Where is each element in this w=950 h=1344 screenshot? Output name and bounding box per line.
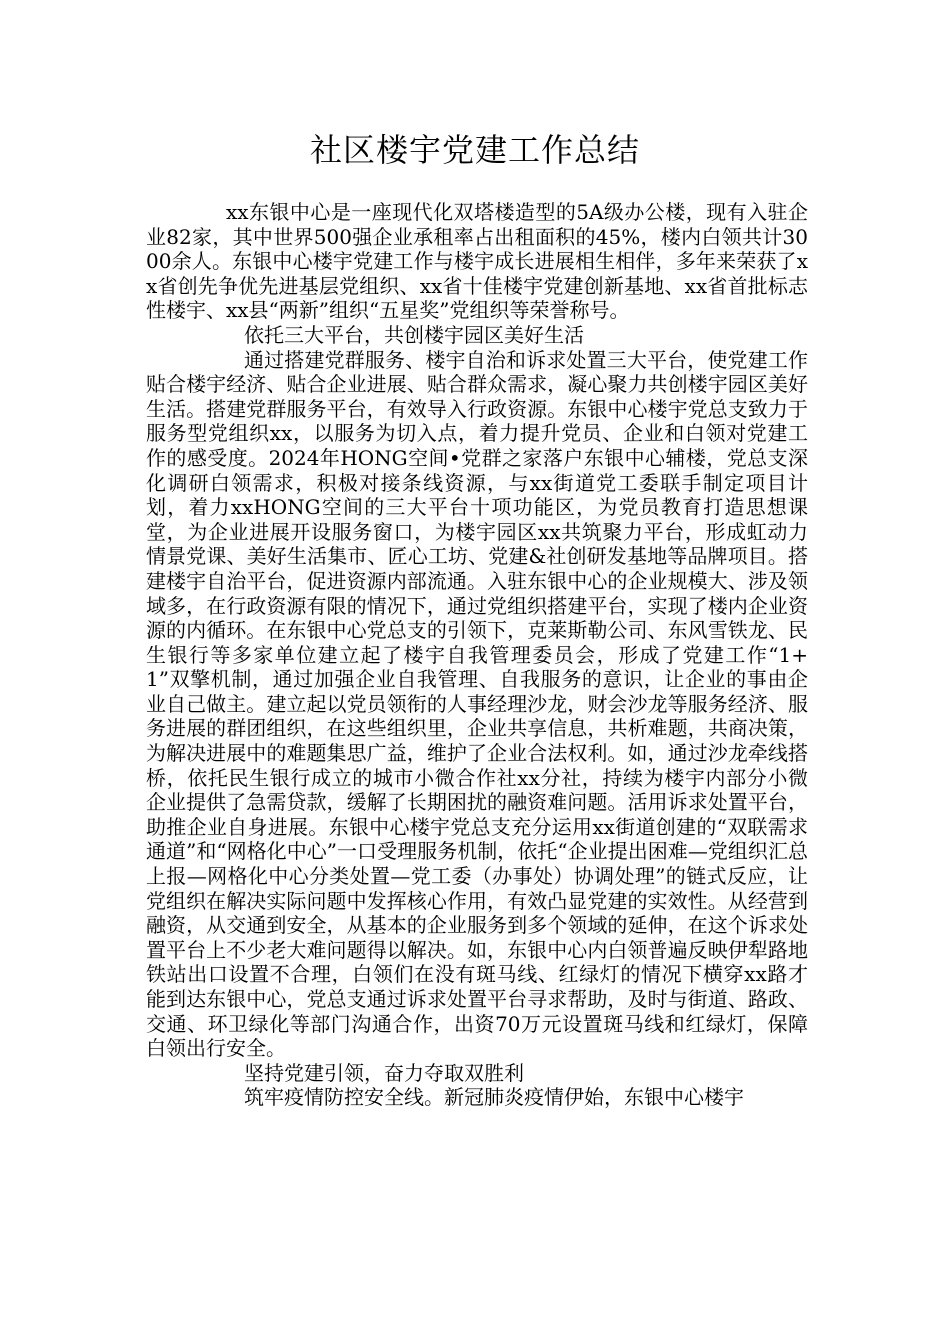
document-body <box>146 200 808 1110</box>
section-heading-party-leadership: 坚持党建引领，奋力夺取双胜利 <box>244 1060 524 1085</box>
epidemic-paragraph: 筑牢疫情防控安全线。新冠肺炎疫情伊始，东银中心楼宇 <box>244 1085 744 1110</box>
intro-paragraph: xx东银中心是一座现代化双塔楼造型的5A级办公楼，现有入驻企业82家，其中世界500强企业承租率占出租面积的45%，楼内白领共计3000余人。东银中心楼宇党建工作与楼宇成长进展相生相伴，多年来荣获了xx省创先争优先进基层党组织、xx省十佳楼宇党建创新基地、xx省首批标志性楼宇、xx县“两新”组织“五星奖”党组织等荣誉称号。 <box>146 200 808 323</box>
platforms-paragraph: 通过搭建党群服务、楼宇自治和诉求处置三大平台，使党建工作贴合楼宇经济、贴合企业进展、贴合群众需求，凝心聚力共创楼宇园区美好生活。搭建党群服务平台，有效导入行政资源。东银中心楼宇党总支致力于服务型党组织xx，以服务为切入点，着力提升党员、企业和白领对党建工作的感受度。2024年HONG空间•党群之家落户东银中心辅楼，党总支深化调研白领需求，积极对接条线资源，与xx街道党工委联手制定项目计划，着力xxHONG空间的三大平台十项功能区，为党员教育打造思想课堂，为企业进展开设服务窗口，为楼宇园区xx共筑聚力平台，形成虹动力情景党课、美好生活集市、匠心工坊、党建&社创研发基地等品牌项目。搭建楼宇自治平台，促进资源内部流通。入驻东银中心的企业规模大、涉及领域多，在行政资源有限的情况下，通过党组织搭建平台，实现了楼内企业资源的内循环。在东银中心党总支的引领下，克莱斯勒公司、东风雪铁龙、民生银行等多家单位建立起了楼宇自我管理委员会，形成了党建工作“1+1”双擎机制，通过加强企业自我管理、自我服务的意识，让企业的事由企业自己做主。建立起以党员领衔的人事经理沙龙，财会沙龙等服务经济、服务进展的群团组织，在这些组织里，企业共享信息，共析难题，共商决策，为解决进展中的难题集思广益，维护了企业合法权利。如，通过沙龙牵线搭桥，依托民生银行成立的城市小微合作社xx分社，持续为楼宇内部分小微企业提供了急需贷款，缓解了长期困扰的融资难问题。活用诉求处置平台，助推企业自身进展。东银中心楼宇党总支充分运用xx街道创建的“双联需求通道”和“网格化中心”一口受理服务机制，依托“企业提出困难—党组织汇总上报—网格化中心分类处置—党工委（办事处）协调处理”的链式反应，让党组织在解决实际问题中发挥核心作用，有效凸显党建的实效性。从经营到融资，从交通到安全，从基本的企业服务到多个领域的延伸，在这个诉求处置平台上不少老大难问题得以解决。如，东银中心内白领普遍反映伊犁路地铁站出口设置不合理，白领们在没有斑马线、红绿灯的情况下横穿xx路才能到达东银中心，党总支通过诉求处置平台寻求帮助，及时与街道、路政、交通、环卫绿化等部门沟通合作，出资70万元设置斑马线和红绿灯，保障白领出行安全。 <box>146 347 808 1061</box>
document-title: 社区楼宇党建工作总结 <box>309 131 640 169</box>
section-heading-platforms: 依托三大平台，共创楼宇园区美好生活 <box>244 322 584 347</box>
